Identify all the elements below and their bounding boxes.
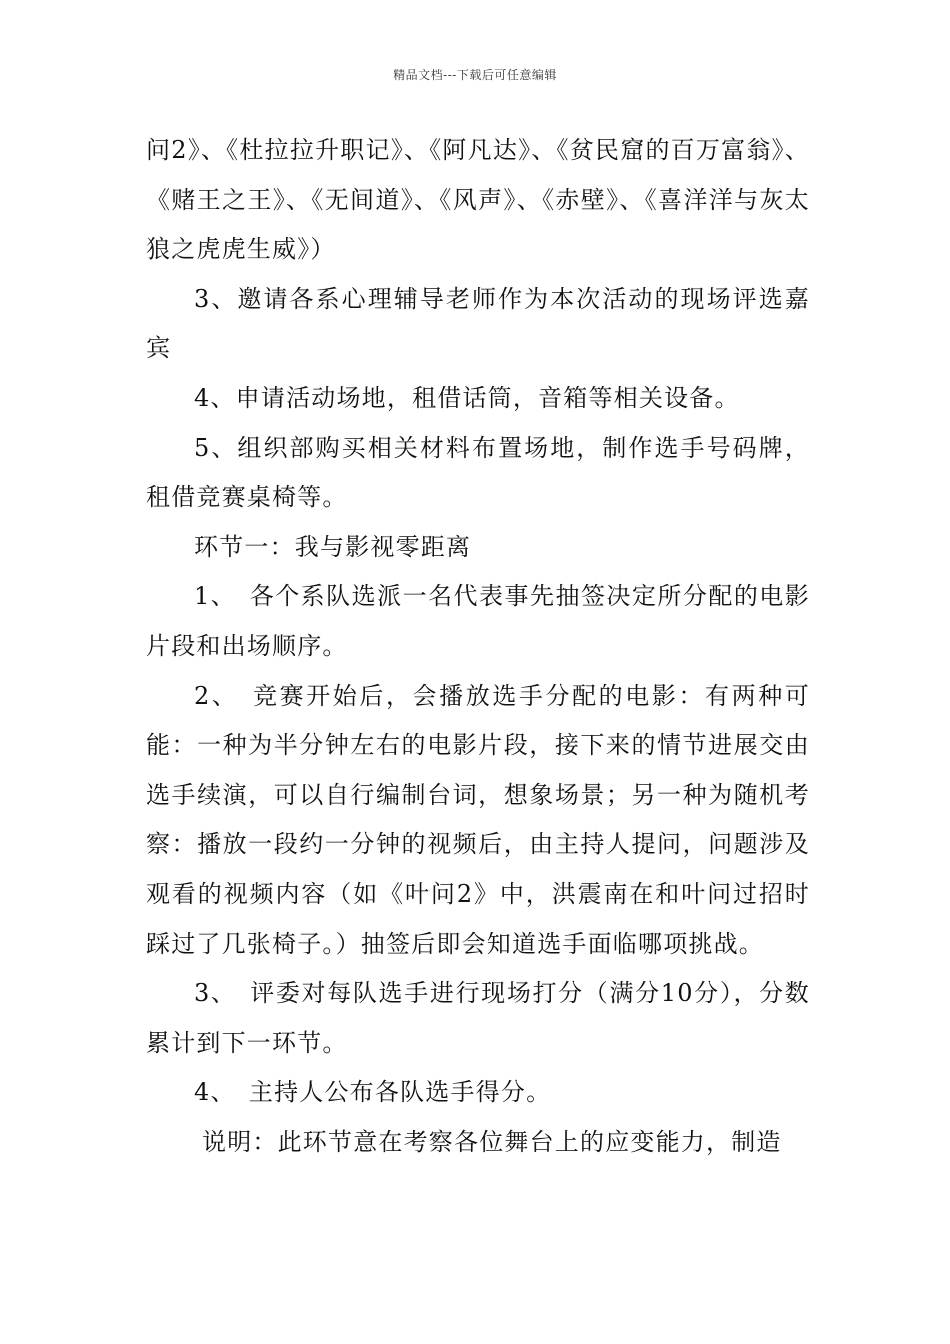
document-body (146, 126, 810, 1167)
paragraph-step-2: 2、 竞赛开始后，会播放选手分配的电影：有两种可能：一种为半分钟左右的电影片段，接下来的情节进展交由选手续演，可以自行编制台词，想象场景；另一种为随机考察：播放一段约一分钟的视频后，由主持人提问，问题涉及观看的视频内容（如《叶问2》中，洪震南在和叶问过招时踩过了几张椅子。）抽签后即会知道选手面临哪项挑战。 (146, 681, 810, 958)
paragraph-item-4: 4、申请活动场地，租借话筒，音箱等相关设备。 (194, 383, 740, 412)
paragraph-movie-list: 问2》、《杜拉拉升职记》、《阿凡达》、《贫民窟的百万富翁》、《赌王之王》、《无间道》、《风声》、《赤壁》、《喜洋洋与灰太狼之虎虎生威》） (146, 136, 810, 264)
paragraph-step-1: 1、 各个系队选派一名代表事先抽签决定所分配的电影片段和出场顺序。 (146, 582, 810, 660)
paragraph-item-3: 3、邀请各系心理辅导老师作为本次活动的现场评选嘉宾 (146, 284, 810, 363)
paragraph-step-3: 3、 评委对每队选手进行现场打分（满分10分），分数累计到下一环节。 (146, 979, 810, 1057)
page-header: 精品文档---下载后可任意编辑 (393, 68, 557, 82)
paragraph-note: 说明：此环节意在考察各位舞台上的应变能力，制造 (202, 1127, 782, 1156)
paragraph-step-4: 4、 主持人公布各队选手得分。 (194, 1078, 552, 1107)
paragraph-item-5: 5、组织部购买相关材料布置场地，制作选手号码牌，租借竞赛桌椅等。 (146, 433, 810, 512)
section-heading: 环节一：我与影视零距离 (194, 532, 472, 561)
